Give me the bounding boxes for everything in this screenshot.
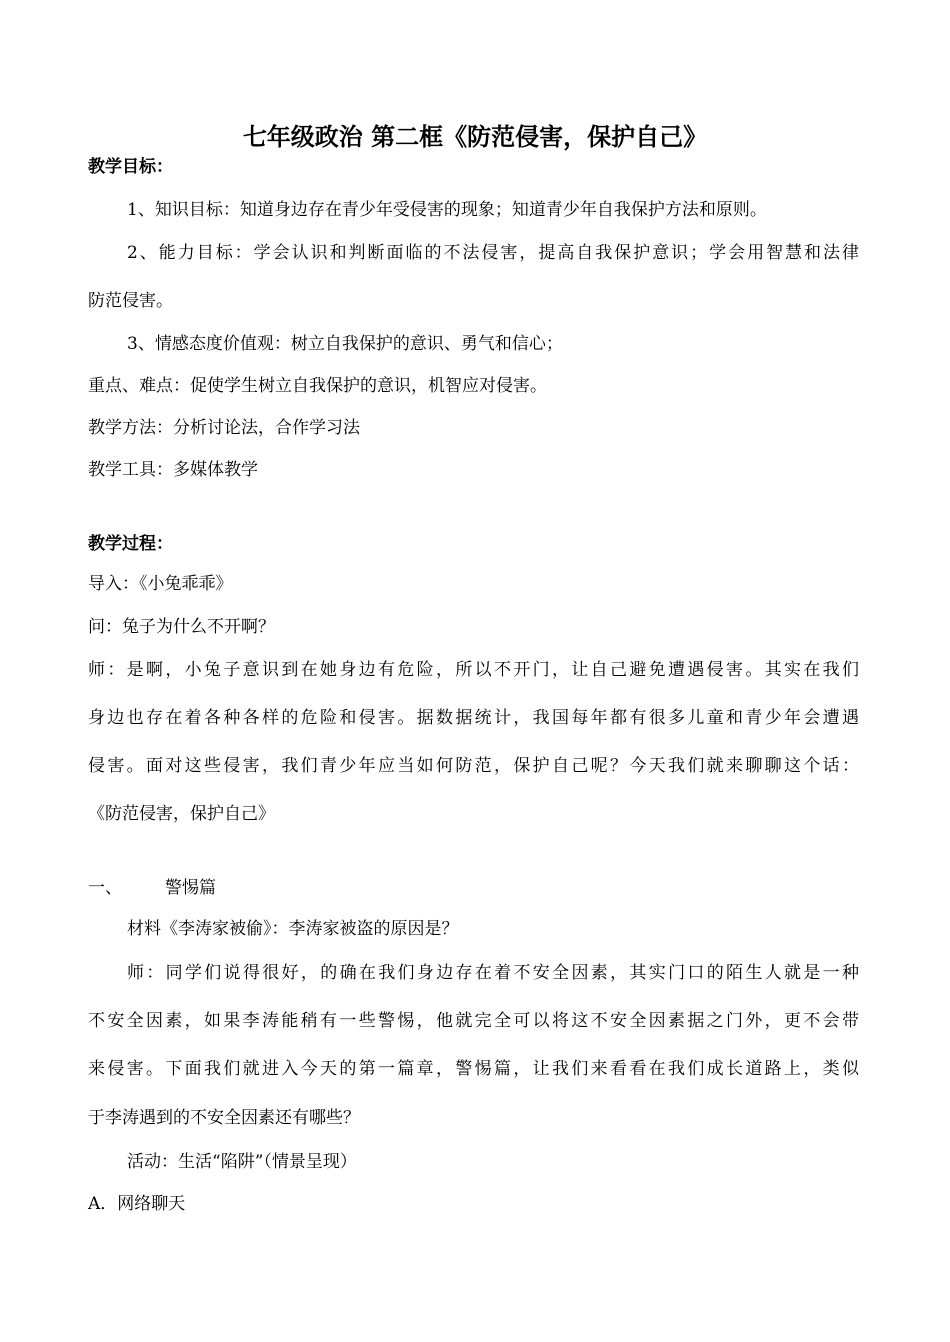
- teacher-paragraph2-line: 来侵害。下面我们就进入今天的第一篇章，警惕篇，让我们来看看在我们成长道路上，类似: [88, 1059, 859, 1079]
- document-title: 七年级政治 第二框《防范侵害，保护自己》: [242, 123, 708, 151]
- teacher-paragraph-line: 师：是啊，小兔子意识到在她身边有危险，所以不开门，让自己避免遭遇侵害。其实在我们: [88, 660, 859, 680]
- goals-heading: 教学目标：: [88, 157, 173, 177]
- goal-ability-line2: 防范侵害。: [88, 291, 173, 311]
- goal-knowledge: 1、知识目标：知道身边存在青少年受侵害的现象；知道青少年自我保护方法和原则。: [127, 200, 767, 220]
- goal-ability-line1: 2、能力目标：学会认识和判断面临的不法侵害，提高自我保护意识；学会用智慧和法律: [127, 243, 859, 263]
- process-heading: 教学过程：: [88, 534, 173, 554]
- teacher-paragraph2-line: 不安全因素，如果李涛能稍有一些警惕，他就完全可以将这不安全因素据之门外，更不会带: [88, 1011, 859, 1031]
- teacher-paragraph2-line: 师：同学们说得很好，的确在我们身边存在着不安全因素，其实门口的陌生人就是一种: [127, 963, 859, 983]
- section-number: 一、: [88, 878, 122, 898]
- teacher-paragraph2-line: 于李涛遇到的不安全因素还有哪些？: [88, 1108, 360, 1128]
- material-line: 材料《李涛家被偷》：李涛家被盗的原因是？: [127, 919, 459, 939]
- teacher-paragraph-line: 身边也存在着各种各样的危险和侵害。据数据统计，我国每年都有很多儿童和青少年会遭遇: [88, 708, 859, 728]
- teaching-tools: 教学工具：多媒体教学: [88, 460, 258, 480]
- section-heading: [0, 877, 950, 899]
- intro-line: 导入：《小兔乖乖》: [88, 574, 233, 594]
- teaching-methods: 教学方法：分析讨论法，合作学习法: [88, 418, 360, 438]
- teacher-paragraph-line: 侵害。面对这些侵害，我们青少年应当如何防范，保护自己呢？今天我们就来聊聊这个话：: [88, 756, 859, 776]
- item-a-line: A．网络聊天: [88, 1194, 186, 1214]
- goal-attitude: 3、情感态度价值观：树立自我保护的意识、勇气和信心；: [127, 334, 563, 354]
- key-points: 重点、难点：促使学生树立自我保护的意识，机智应对侵害。: [88, 376, 547, 396]
- teacher-paragraph-line: 《防范侵害，保护自己》: [88, 804, 275, 824]
- section-title: 警惕篇: [165, 878, 216, 898]
- question-line: 问：兔子为什么不开啊？: [88, 617, 275, 637]
- activity-line: 活动：生活“陷阱”（情景呈现）: [127, 1152, 357, 1172]
